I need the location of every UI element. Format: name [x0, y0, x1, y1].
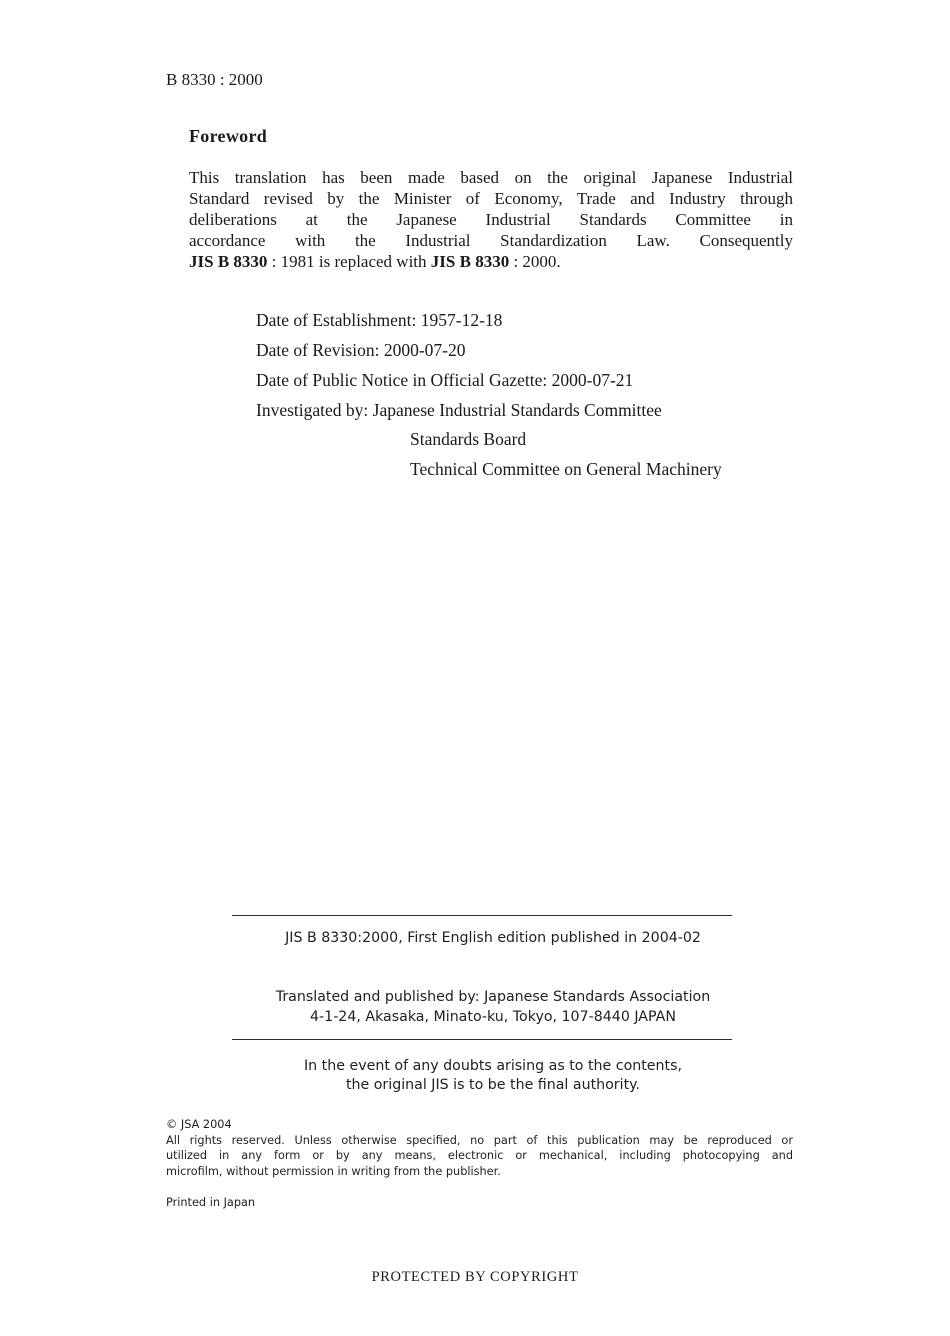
publisher-line-1: Translated and published by: Japanese Standards Association: [275, 989, 711, 1005]
new-standard-year: : 2000.: [509, 252, 561, 271]
page-code: B 8330 : 2000: [166, 70, 263, 89]
date-of-public-notice: Date of Public Notice in Official Gazette: 2000-07-21: [256, 370, 634, 390]
printed-in: Printed in Japan: [166, 1196, 256, 1209]
date-of-establishment: Date of Establishment: 1957-12-18: [256, 310, 503, 330]
protected-by-copyright: PROTECTED BY COPYRIGHT: [371, 1269, 579, 1285]
foreword-line-1: This translation has been made based on the original Japanese Industrial: [189, 168, 793, 187]
date-of-revision: Date of Revision: 2000-07-20: [256, 340, 466, 360]
old-standard-year: : 1981 is replaced with: [267, 252, 431, 271]
edition-statement: JIS B 8330:2000, First English edition published in 2004-02: [285, 930, 701, 946]
rights-line-1: All rights reserved. Unless otherwise specified, no part of this publication may be reproduced or: [166, 1134, 793, 1147]
authority-line-2: the original JIS is to be the final authority.: [345, 1077, 641, 1093]
investigated-by-board: Standards Board: [410, 429, 527, 449]
foreword-title: Foreword: [189, 126, 268, 146]
top-divider: [232, 915, 732, 916]
foreword-line-5: [189, 251, 793, 272]
new-standard-id: JIS B 8330: [430, 252, 510, 271]
rights-statement: [166, 1133, 793, 1179]
foreword-line-4: accordance with the Industrial Standardization Law. Consequently: [189, 231, 793, 250]
investigated-by: Investigated by: Japanese Industrial Standards Committee: [256, 400, 662, 420]
old-standard-id: JIS B 8330: [189, 252, 268, 271]
rights-line-3: microfilm, without permission in writing from the publisher.: [166, 1164, 501, 1178]
rights-line-2: utilized in any form or by any means, electronic or mechanical, including photocopying and: [166, 1149, 793, 1163]
investigated-by-committee: Technical Committee on General Machinery: [410, 459, 722, 479]
foreword-paragraph: [189, 167, 793, 272]
authority-line-1: In the event of any doubts arising as to the contents,: [304, 1058, 682, 1074]
publisher-address: 4-1-24, Akasaka, Minato-ku, Tokyo, 107-8440 JAPAN: [310, 1009, 676, 1025]
copyright-notice: © JSA 2004: [166, 1118, 232, 1131]
foreword-line-2: Standard revised by the Minister of Economy, Trade and Industry through: [189, 189, 793, 208]
foreword-line-3: deliberations at the Japanese Industrial Standards Committee in: [189, 210, 793, 229]
bottom-divider: [232, 1039, 732, 1040]
